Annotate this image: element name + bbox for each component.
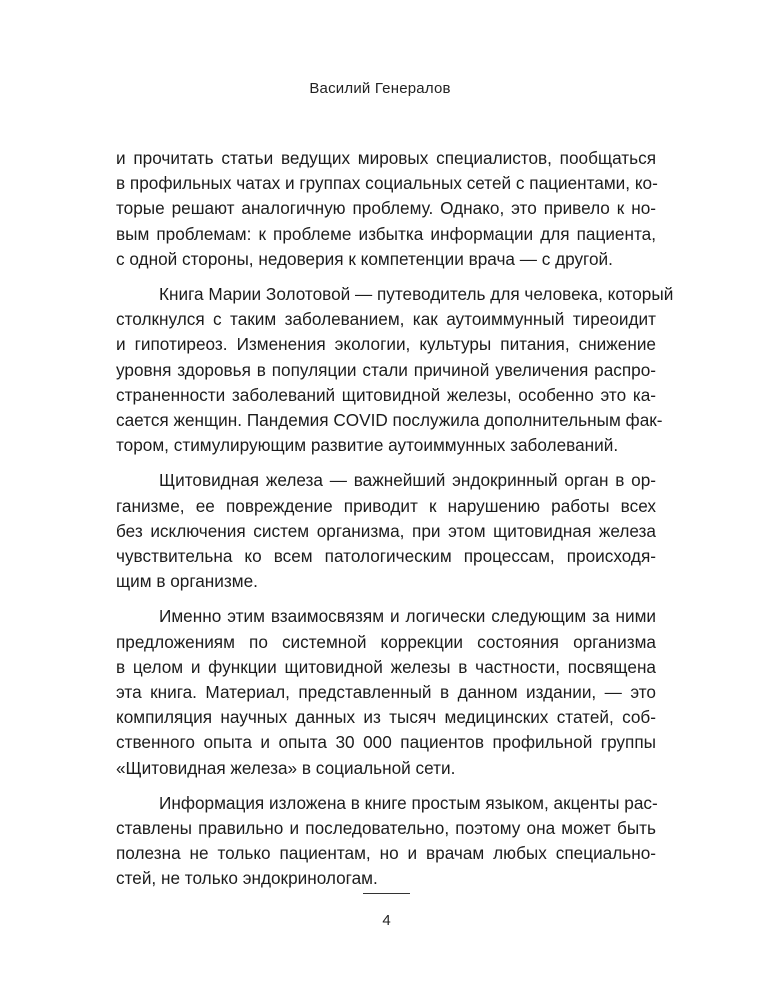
paragraph-1	[116, 146, 656, 272]
page-number: 4	[382, 912, 391, 929]
body-text	[116, 146, 674, 892]
text-line: стей, не только эндокринологам.	[116, 868, 378, 889]
text-line: вым проблемам: к проблеме избытка информации для пациента,	[116, 223, 656, 244]
text-line: компиляция научных данных из тысяч медицинских статей, соб-	[116, 707, 656, 728]
text-line: эта книга. Материал, представленный в данном издании, — это	[116, 682, 656, 703]
text-line: уровня здоровья в популяции стали причиной увеличения распро-	[116, 359, 656, 380]
text-line: Щитовидная железа — важнейший эндокринный орган в ор-	[159, 470, 656, 491]
text-line: тором, стимулирующим развитие аутоиммунных заболеваний.	[116, 435, 619, 456]
text-line: Информация изложена в книге простым языком, акценты рас-	[159, 792, 658, 813]
text-line: Именно этим взаимосвязям и логически следующим за ними	[159, 606, 656, 627]
text-line: торые решают аналогичную проблему. Однако, это привело к но-	[116, 198, 656, 219]
paragraph-5	[116, 791, 656, 892]
text-line: столкнулся с таким заболеванием, как аутоиммунный тиреоидит	[116, 309, 656, 330]
paragraph-4	[116, 604, 656, 780]
text-line: Книга Марии Золотовой — путеводитель для человека, который	[159, 284, 674, 305]
text-line: предложениям по системной коррекции состояния организма	[116, 631, 656, 652]
page-number-rule	[363, 893, 410, 894]
text-line: чувствительна ко всем патологическим процессам, происходя-	[116, 546, 656, 567]
running-head: Василий Генералов	[309, 80, 451, 97]
text-line: щим в организме.	[116, 571, 258, 592]
text-line: в целом и функции щитовидной железы в частности, посвящена	[116, 656, 656, 677]
text-line: ственного опыта и опыта 30 000 пациентов профильной группы	[116, 732, 656, 753]
text-line: сается женщин. Пандемия COVID послужила дополнительным фак-	[116, 410, 663, 431]
text-line: ганизме, ее повреждение приводит к нарушению работы всех	[116, 495, 656, 516]
text-line: страненности заболеваний щитовидной железы, особенно это ка-	[116, 384, 656, 405]
text-line: полезна не только пациентам, но и врачам любых специально-	[116, 843, 656, 864]
paragraph-3	[116, 468, 656, 594]
text-line: с одной стороны, недоверия к компетенции врача — с другой.	[116, 248, 613, 269]
text-line: и прочитать статьи ведущих мировых специалистов, пообщаться	[116, 148, 656, 168]
text-line: и гипотиреоз. Изменения экологии, культуры питания, снижение	[116, 334, 656, 355]
text-line: в профильных чатах и группах социальных сетей с пациентами, ко-	[116, 173, 658, 194]
text-line: «Щитовидная железа» в социальной сети.	[116, 757, 456, 778]
text-line: ставлены правильно и последовательно, поэтому она может быть	[116, 818, 656, 839]
text-line: без исключения систем организма, при этом щитовидная железа	[116, 520, 656, 541]
paragraph-2	[116, 282, 674, 458]
